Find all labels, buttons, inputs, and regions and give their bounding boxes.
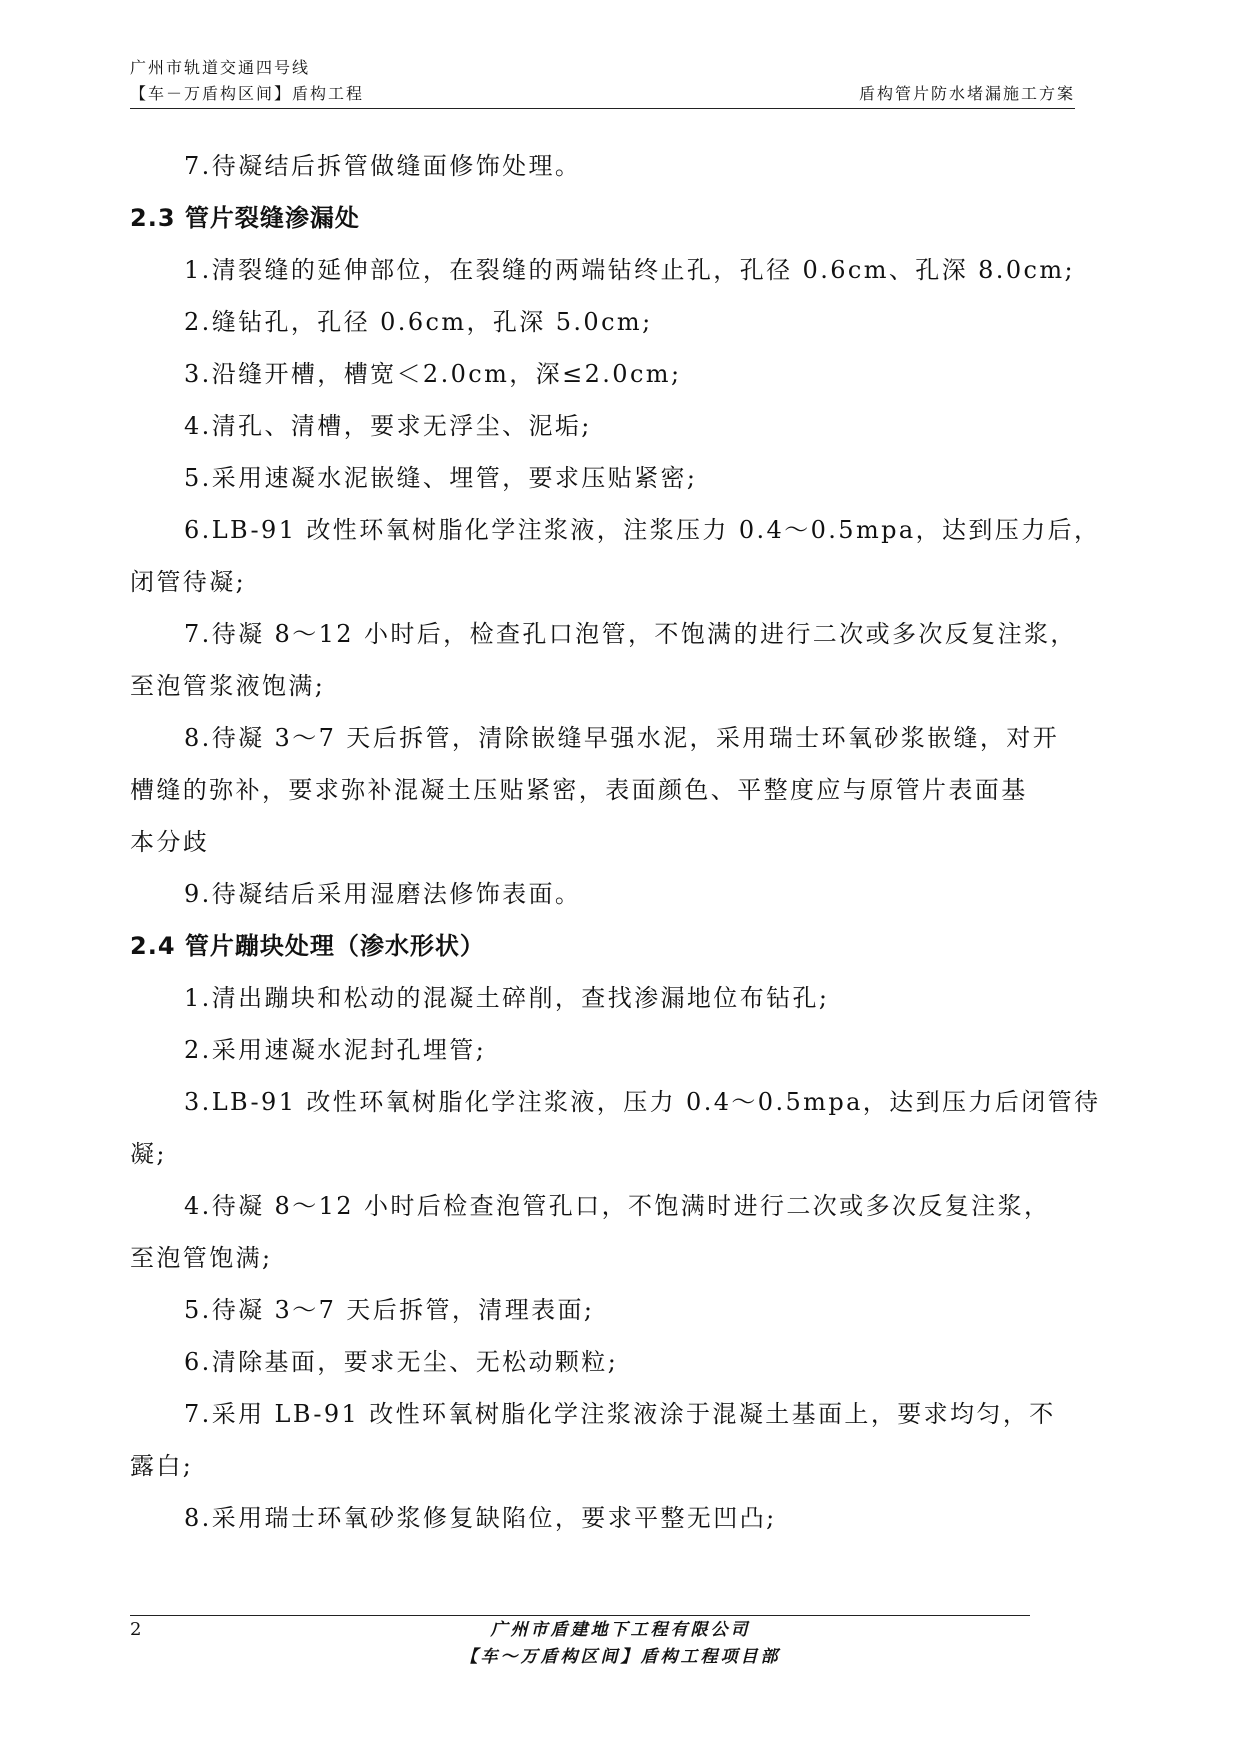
list-item: 7.采用 LB-91 改性环氧树脂化学注浆液涂于混凝土基面上，要求均匀，不 [184,1400,1056,1428]
list-item: 7.待凝 8～12 小时后，检查孔口泡管，不饱满的进行二次或多次反复注浆， [184,620,1077,648]
list-item-continued: 槽缝的弥补，要求弥补混凝土压贴紧密，表面颜色、平整度应与原管片表面基 [130,776,1028,804]
list-item: 4.待凝 8～12 小时后检查泡管孔口，不饱满时进行二次或多次反复注浆， [184,1192,1051,1220]
list-item: 5.待凝 3～7 天后拆管，清理表面; [184,1296,595,1324]
list-item: 8.采用瑞士环氧砂浆修复缺陷位，要求平整无凹凸; [184,1504,777,1532]
list-item-continued: 至泡管浆液饱满; [130,672,326,700]
page-number: 2 [130,1619,142,1640]
list-item: 6.LB-91 改性环氧树脂化学注浆液，注浆压力 0.4～0.5mpa，达到压力后， [184,516,1101,544]
list-item: 5.采用速凝水泥嵌缝、埋管，要求压贴紧密; [184,464,698,492]
list-item: 4.清孔、清槽，要求无浮尘、泥垢; [184,412,592,440]
footer-company: 广州市盾建地下工程有限公司 [490,1620,751,1640]
list-item: 1.清裂缝的延伸部位，在裂缝的两端钻终止孔，孔径 0.6cm、孔深 8.0cm; [184,256,1075,284]
list-item-continued: 凝; [130,1140,167,1168]
header-project: 广州市轨道交通四号线 [130,58,311,77]
list-item: 2.缝钻孔，孔径 0.6cm，孔深 5.0cm; [184,308,653,336]
list-item: 8.待凝 3～7 天后拆管，清除嵌缝早强水泥，采用瑞士环氧砂浆嵌缝，对开 [184,724,1060,752]
list-item: 6.清除基面，要求无尘、无松动颗粒; [184,1348,619,1376]
list-item-continued: 闭管待凝; [130,568,247,596]
list-item: 1.清出蹦块和松动的混凝土碎削，查找渗漏地位布钻孔; [184,984,830,1012]
list-item-continued: 至泡管饱满; [130,1244,273,1272]
header-doc-title: 盾构管片防水堵漏施工方案 [858,84,1075,103]
list-item: 3.LB-91 改性环氧树脂化学注浆液，压力 0.4～0.5mpa，达到压力后闭管待 [184,1088,1101,1116]
page-header [130,58,1075,109]
list-item-continued: 露白; [130,1452,194,1480]
list-item: 9.待凝结后采用湿磨法修饰表面。 [184,880,582,908]
footer-divider [130,1615,1030,1616]
footer-department: 【车～万盾构区间】盾构工程项目部 [460,1647,781,1667]
section-heading-2-4: 2.4 管片蹦块处理（渗水形状） [130,932,485,960]
list-item: 3.沿缝开槽，槽宽＜2.0cm，深≤2.0cm; [184,360,682,388]
document-body [130,140,1101,1544]
list-item-continued: 本分歧 [130,828,210,856]
paragraph: 7.待凝结后拆管做缝面修饰处理。 [184,152,582,180]
section-heading-2-3: 2.3 管片裂缝渗漏处 [130,204,360,232]
list-item: 2.采用速凝水泥封孔埋管; [184,1036,487,1064]
header-section: 【车－万盾构区间】盾构工程 [130,84,365,103]
